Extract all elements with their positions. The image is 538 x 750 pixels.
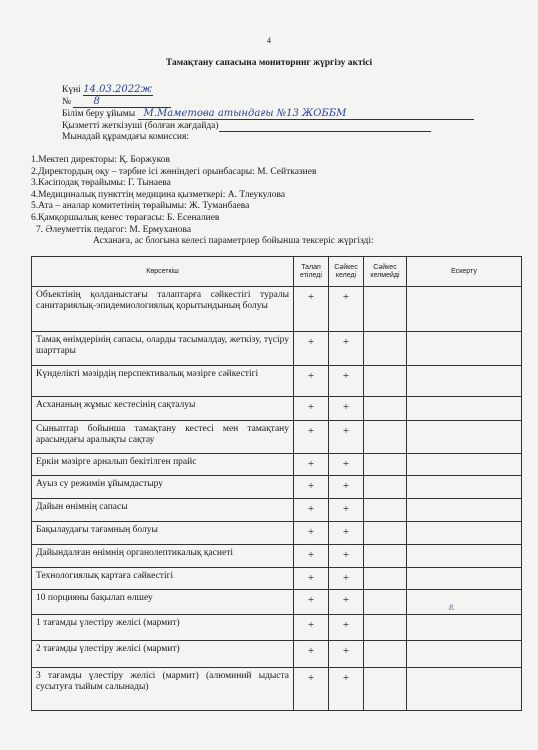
note-cell bbox=[407, 499, 522, 522]
note-cell bbox=[407, 332, 522, 366]
not-matches-cell bbox=[364, 499, 407, 522]
number-value: 8 bbox=[93, 96, 100, 107]
matches-cell: + bbox=[329, 397, 364, 421]
org-label: Білім беру ұйымы bbox=[62, 109, 136, 119]
not-matches-cell bbox=[364, 332, 407, 366]
member-item: 6.Қамқоршылық кенес төрағасы: Б. Есеналиев bbox=[31, 212, 220, 223]
matches-cell: + bbox=[329, 522, 364, 545]
indicator-cell: Объектінің қолданыстағы талаптарға сәйкестігі туралы санитариялық-эпидемиологиялық қорытындының болуы bbox=[32, 287, 294, 332]
required-cell: + bbox=[294, 454, 329, 476]
required-cell: + bbox=[294, 590, 329, 615]
org-value: М.Маметова атындағы №13 ЖОББМ bbox=[143, 108, 347, 119]
table-row bbox=[32, 454, 522, 476]
indicator-cell: 2 тағамды үлестіру желісі (мармит) bbox=[32, 641, 294, 668]
indicator-cell: 10 порцияны бақылап өлшеу bbox=[32, 590, 294, 615]
note-cell bbox=[407, 421, 522, 454]
required-cell: + bbox=[294, 499, 329, 522]
member-item: 2.Директордың оқу – тәрбие ісі жөніндегі орынбасары: М. Сейтказиев bbox=[31, 166, 317, 177]
indicator-cell: Технологиялық картаға сәйкестігі bbox=[32, 568, 294, 590]
note-cell bbox=[407, 397, 522, 421]
not-matches-cell bbox=[364, 397, 407, 421]
indicator-cell: Бақылаудағы тағамның болуы bbox=[32, 522, 294, 545]
org-line bbox=[62, 108, 474, 120]
table-row bbox=[32, 668, 522, 711]
not-matches-cell bbox=[364, 545, 407, 568]
not-matches-cell bbox=[364, 641, 407, 668]
not-matches-cell bbox=[364, 615, 407, 641]
indicator-cell: Еркін мәзірге арналып бекітілген прайс bbox=[32, 454, 294, 476]
number-label: № bbox=[62, 97, 72, 107]
matches-cell: + bbox=[329, 590, 364, 615]
indicator-cell: Дайын өнімнің сапасы bbox=[32, 499, 294, 522]
matches-cell: + bbox=[329, 641, 364, 668]
required-cell: + bbox=[294, 522, 329, 545]
matches-cell: + bbox=[329, 476, 364, 499]
table-row bbox=[32, 332, 522, 366]
table-row bbox=[32, 287, 522, 332]
not-matches-cell bbox=[364, 287, 407, 332]
indicator-cell: 3 тағамды үлестіру желісі (мармит) (алюминий ыдыста сусытуға тыйым салынады) bbox=[32, 668, 294, 711]
matches-cell: + bbox=[329, 332, 364, 366]
required-cell: + bbox=[294, 366, 329, 397]
required-cell: + bbox=[294, 476, 329, 499]
header-note: Ескерту bbox=[407, 257, 522, 287]
matches-cell: + bbox=[329, 454, 364, 476]
indicator-cell: Сыныптар бойынша тамақтану кестесі мен тамақтану арасындағы аралықты сақтау bbox=[32, 421, 294, 454]
indicator-cell: Тамақ өнімдерінің сапасы, оларды тасымалдау, жеткізу, түсіру шарттары bbox=[32, 332, 294, 366]
table-row bbox=[32, 397, 522, 421]
supplier-line bbox=[62, 120, 431, 132]
table-row bbox=[32, 545, 522, 568]
member-item: 5.Ата – аналар комитетінің төрайымы: Ж. Туманбаева bbox=[31, 201, 250, 212]
date-value: 14.03.2022ж bbox=[83, 84, 152, 95]
table-row bbox=[32, 641, 522, 668]
required-cell: + bbox=[294, 641, 329, 668]
member-item: 7. Әлеуметтік педагог: М. Ермуханова bbox=[36, 224, 192, 235]
matches-cell: + bbox=[329, 421, 364, 454]
table-row bbox=[32, 421, 522, 454]
note-cell bbox=[407, 668, 522, 711]
note-cell bbox=[407, 615, 522, 641]
not-matches-cell bbox=[364, 590, 407, 615]
required-cell: + bbox=[294, 421, 329, 454]
matches-cell: + bbox=[329, 615, 364, 641]
table-row bbox=[32, 476, 522, 499]
header-not-matches: Сәйкес келмейді bbox=[364, 257, 407, 287]
date-label: Күні bbox=[62, 85, 81, 95]
not-matches-cell bbox=[364, 366, 407, 397]
note-cell bbox=[407, 590, 522, 615]
table-header-row bbox=[32, 257, 522, 287]
inspection-table bbox=[31, 256, 522, 711]
table-row bbox=[32, 615, 522, 641]
not-matches-cell bbox=[364, 454, 407, 476]
note-cell bbox=[407, 366, 522, 397]
note-cell bbox=[407, 545, 522, 568]
stray-handwritten-mark: 8. bbox=[449, 603, 455, 612]
not-matches-cell bbox=[364, 568, 407, 590]
matches-cell: + bbox=[329, 499, 364, 522]
number-line bbox=[62, 96, 171, 108]
not-matches-cell bbox=[364, 668, 407, 711]
header-matches: Сәйкес келеді bbox=[329, 257, 364, 287]
member-item: 4.Медициналық пункттің медицина қызметкері: А. Тлеукулова bbox=[31, 189, 286, 200]
header-indicator: Көрсеткіш bbox=[32, 257, 294, 287]
matches-cell: + bbox=[329, 366, 364, 397]
table-row bbox=[32, 499, 522, 522]
required-cell: + bbox=[294, 332, 329, 366]
note-cell bbox=[407, 568, 522, 590]
note-cell bbox=[407, 287, 522, 332]
required-cell: + bbox=[294, 287, 329, 332]
commission-members-list bbox=[31, 155, 374, 248]
note-cell bbox=[407, 454, 522, 476]
header-required: Талап етіледі bbox=[294, 257, 329, 287]
date-line bbox=[62, 84, 153, 96]
table-row bbox=[32, 568, 522, 590]
member-item: 3.Кәсіподақ төрайымы: Г. Тынаева bbox=[31, 178, 171, 189]
document-title: Тамақтану сапасына мониторинг жүргізу актісі bbox=[165, 58, 373, 68]
indicator-cell: 1 тағамды үлестіру желісі (мармит) bbox=[32, 615, 294, 641]
table-row bbox=[32, 522, 522, 545]
not-matches-cell bbox=[364, 421, 407, 454]
supplier-label: Қызметті жеткізуші (болған жағдайда) bbox=[62, 121, 219, 131]
required-cell: + bbox=[294, 568, 329, 590]
matches-cell: + bbox=[329, 568, 364, 590]
intro-text: Асханаға, ас блогына келесі параметрлер бойынша тексеріс жүргізді: bbox=[93, 236, 374, 247]
required-cell: + bbox=[294, 545, 329, 568]
required-cell: + bbox=[294, 615, 329, 641]
indicator-cell: Ауыз су режимін ұйымдастыру bbox=[32, 476, 294, 499]
not-matches-cell bbox=[364, 522, 407, 545]
table-row bbox=[32, 590, 522, 615]
commission-label: Мынадай құрамдағы комиссия: bbox=[62, 132, 190, 142]
indicator-cell: Асхананың жұмыс кестесінің сақталуы bbox=[32, 397, 294, 421]
member-item: 1.Мектеп директоры: Қ. Боржуков bbox=[31, 155, 171, 165]
matches-cell: + bbox=[329, 287, 364, 332]
indicator-cell: Дайындалған өнімнің органолептикалық қасиеті bbox=[32, 545, 294, 568]
note-cell bbox=[407, 641, 522, 668]
required-cell: + bbox=[294, 397, 329, 421]
page-number: 4 bbox=[267, 36, 271, 45]
note-cell bbox=[407, 476, 522, 499]
matches-cell: + bbox=[329, 668, 364, 711]
table-row bbox=[32, 366, 522, 397]
note-cell bbox=[407, 522, 522, 545]
required-cell: + bbox=[294, 668, 329, 711]
matches-cell: + bbox=[329, 545, 364, 568]
not-matches-cell bbox=[364, 476, 407, 499]
indicator-cell: Күнделікті мәзірдің перспективалық мәзірге сәйкестігі bbox=[32, 366, 294, 397]
